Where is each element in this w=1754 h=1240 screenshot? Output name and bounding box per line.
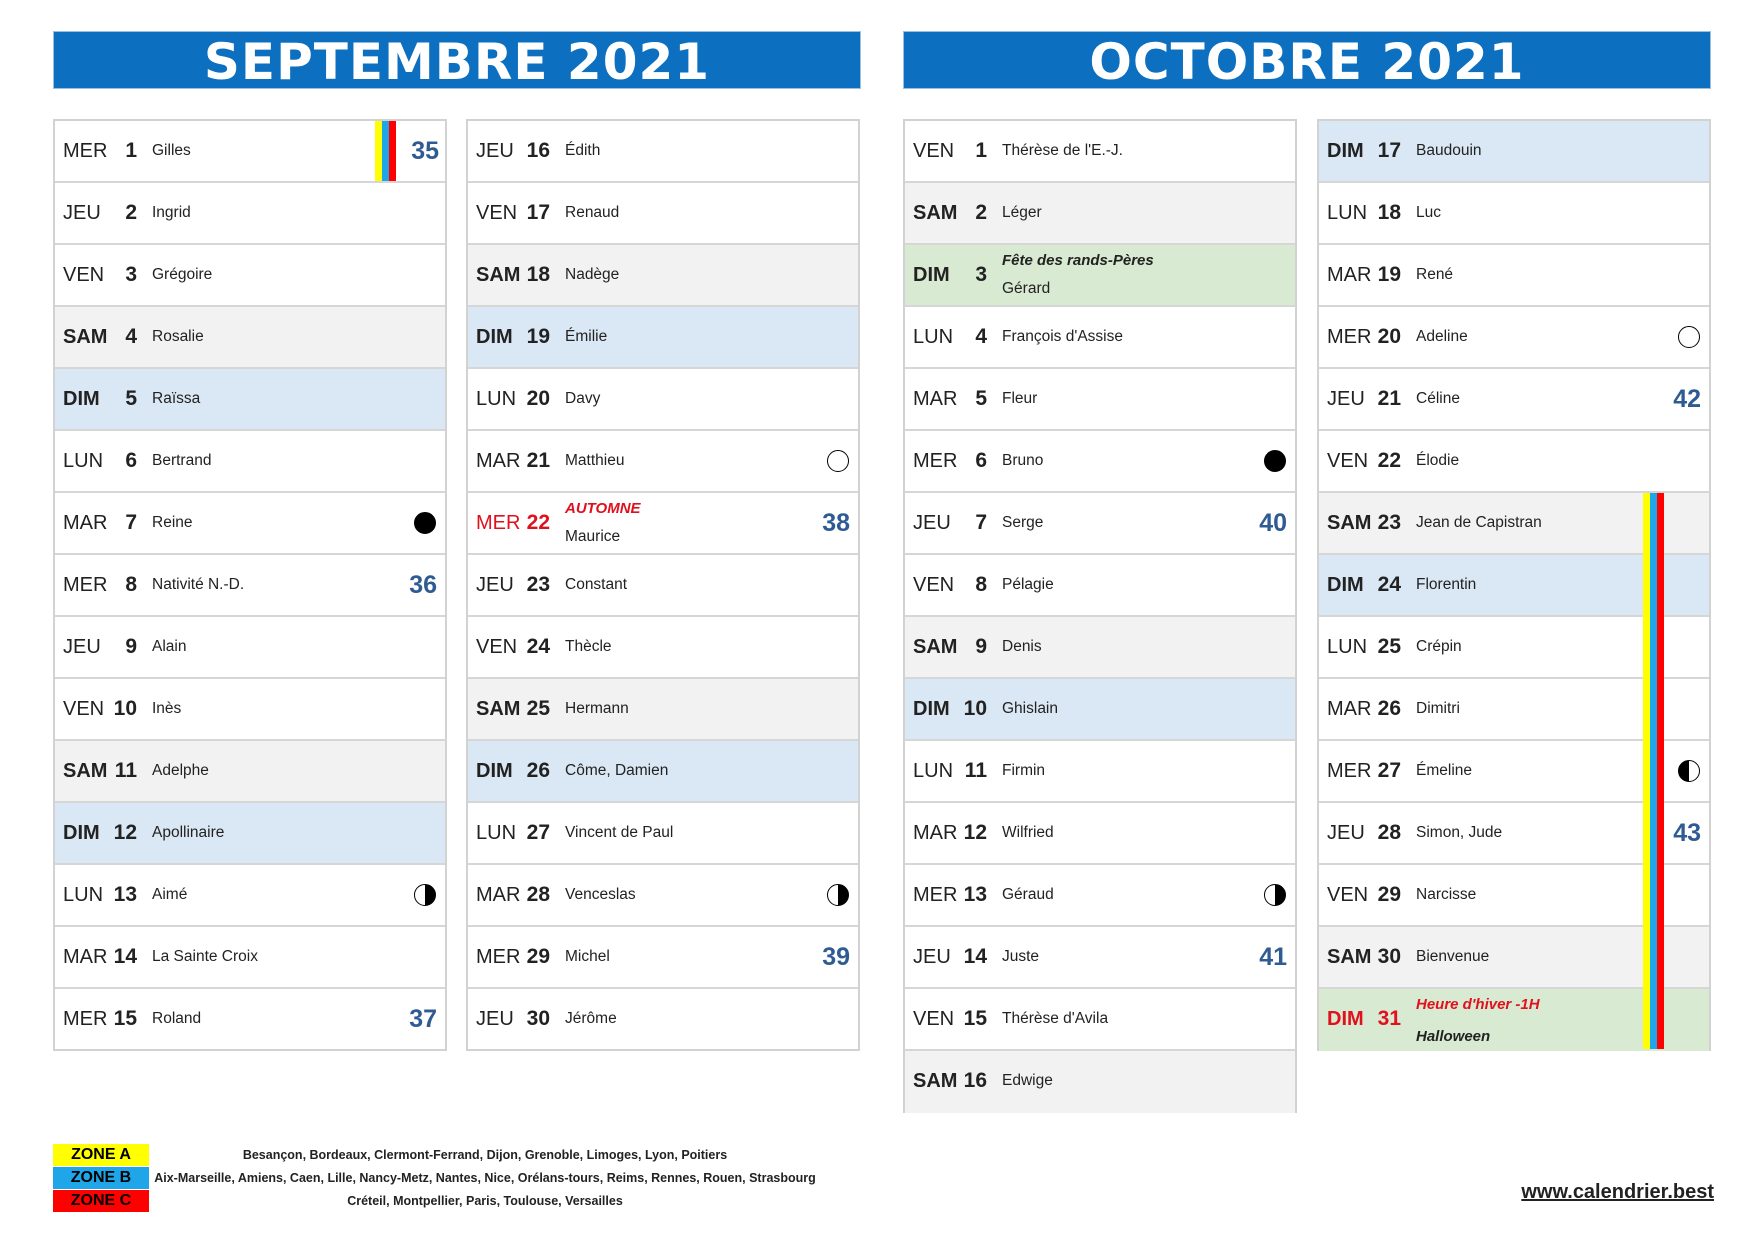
day-number: 14	[113, 945, 137, 968]
day-row	[468, 369, 858, 431]
day-of-week: VEN	[1327, 450, 1369, 472]
saint-name: Narcisse	[1416, 886, 1477, 903]
day-row	[1319, 121, 1709, 183]
last-quarter-moon-icon	[1678, 760, 1700, 782]
website-link[interactable]: www.calendrier.best	[1521, 1181, 1714, 1203]
day-of-week: LUN	[913, 326, 954, 348]
saint-name: Ingrid	[152, 204, 191, 221]
day-number: 31	[1377, 1007, 1401, 1030]
day-of-week: SAM	[476, 264, 521, 286]
day-number: 26	[526, 759, 550, 782]
day-row	[905, 927, 1295, 989]
saint-name: Adeline	[1416, 328, 1468, 345]
school-holiday-zones-icon	[375, 121, 396, 181]
day-row	[55, 989, 445, 1051]
saint-name: Juste	[1002, 948, 1040, 965]
day-row	[55, 245, 445, 307]
day-of-week: MAR	[913, 388, 958, 410]
saint-name: Édith	[565, 142, 601, 159]
week-number: 38	[822, 509, 850, 537]
day-number: 29	[1377, 883, 1401, 906]
saint-name: La Sainte Croix	[152, 948, 258, 965]
week-number: 42	[1673, 385, 1701, 413]
day-number: 13	[963, 883, 987, 906]
day-of-week: JEU	[63, 202, 101, 224]
day-number: 21	[526, 449, 550, 472]
day-of-week: MER	[63, 574, 108, 596]
day-of-week: VEN	[476, 202, 518, 224]
day-row	[905, 989, 1295, 1051]
saint-name: Florentin	[1416, 576, 1477, 593]
saint-name: Denis	[1002, 638, 1042, 655]
week-number: 35	[411, 137, 439, 165]
saint-name: Thècle	[565, 638, 612, 655]
day-row	[468, 555, 858, 617]
day-of-week: DIM	[1327, 140, 1364, 162]
saint-name: Jean de Capistran	[1416, 514, 1542, 531]
saint-name: Raïssa	[152, 390, 201, 407]
day-row	[905, 555, 1295, 617]
saint-name: Hermann	[565, 700, 629, 717]
week-number: 43	[1673, 819, 1701, 847]
saint-name: Simon, Jude	[1416, 824, 1503, 841]
day-row	[905, 369, 1295, 431]
saint-name: Rosalie	[152, 328, 204, 345]
day-of-week: JEU	[63, 636, 101, 658]
saint-name: Pélagie	[1002, 576, 1054, 593]
day-row	[905, 493, 1295, 555]
day-of-week: MER	[1327, 760, 1372, 782]
saint-name: François d'Assise	[1002, 328, 1123, 345]
saint-name: Émilie	[565, 328, 608, 345]
day-of-week: LUN	[63, 450, 104, 472]
day-of-week: LUN	[1327, 636, 1368, 658]
day-number: 22	[526, 511, 550, 534]
day-of-week: DIM	[476, 760, 513, 782]
day-of-week: SAM	[1327, 946, 1372, 968]
day-row	[905, 307, 1295, 369]
day-of-week: MAR	[1327, 698, 1372, 720]
day-of-week: DIM	[476, 326, 513, 348]
day-of-week: JEU	[476, 140, 514, 162]
day-of-week: SAM	[913, 202, 958, 224]
saint-name: Nadège	[565, 266, 620, 283]
new-moon-icon	[827, 450, 849, 472]
saint-name: Wilfried	[1002, 824, 1054, 841]
day-column	[466, 119, 860, 1051]
day-number: 27	[1377, 759, 1401, 782]
saint-name: Ghislain	[1002, 700, 1058, 717]
day-number: 21	[1377, 387, 1401, 410]
day-number: 11	[114, 759, 137, 782]
day-number: 2	[125, 201, 137, 224]
day-of-week: VEN	[63, 698, 105, 720]
day-number: 30	[1377, 945, 1401, 968]
day-of-week: VEN	[913, 574, 955, 596]
day-of-week: LUN	[476, 388, 517, 410]
day-of-week: JEU	[1327, 388, 1365, 410]
day-number: 8	[975, 573, 987, 596]
full-moon-icon	[1264, 450, 1286, 472]
day-of-week: MER	[1327, 326, 1372, 348]
day-number: 20	[526, 387, 550, 410]
day-of-week: JEU	[913, 946, 951, 968]
day-of-week: MAR	[63, 946, 108, 968]
saint-name: René	[1416, 266, 1454, 283]
day-number: 18	[526, 263, 550, 286]
day-of-week: VEN	[913, 140, 955, 162]
saint-name: Gilles	[152, 142, 191, 159]
day-event: Heure d'hiver -1H	[1416, 996, 1540, 1013]
day-of-week: JEU	[476, 1008, 514, 1030]
day-of-week: SAM	[476, 698, 521, 720]
day-row	[905, 431, 1295, 493]
day-event: Fête des rands-Pères	[1002, 252, 1154, 269]
zone-a-cities: Besançon, Bordeaux, Clermont-Ferrand, Dijon, Grenoble, Limoges, Lyon, Poitiers	[242, 1148, 728, 1162]
saint-name: Luc	[1416, 204, 1441, 221]
day-row	[55, 865, 445, 927]
day-row	[55, 307, 445, 369]
saint-name: Léger	[1002, 204, 1042, 221]
day-number: 25	[1377, 635, 1401, 658]
day-of-week: LUN	[1327, 202, 1368, 224]
day-number: 22	[1377, 449, 1401, 472]
day-of-week: SAM	[1327, 512, 1372, 534]
day-of-week: DIM	[63, 388, 100, 410]
day-row	[468, 679, 858, 741]
day-number: 15	[113, 1007, 137, 1030]
day-of-week: JEU	[1327, 822, 1365, 844]
saint-name: Baudouin	[1416, 142, 1482, 159]
day-number: 16	[963, 1069, 987, 1092]
saint-name: Reine	[152, 514, 193, 531]
saint-name: Serge	[1002, 514, 1044, 531]
day-number: 25	[526, 697, 550, 720]
day-column	[53, 119, 447, 1051]
day-of-week: DIM	[63, 822, 100, 844]
saint-name: Firmin	[1002, 762, 1046, 779]
day-number: 2	[975, 201, 987, 224]
day-of-week: SAM	[913, 636, 958, 658]
saint-name: Venceslas	[565, 886, 636, 903]
saint-name: Dimitri	[1416, 700, 1460, 717]
school-holiday-zones-bar	[1643, 493, 1664, 1049]
day-number: 4	[975, 325, 987, 348]
day-row	[468, 431, 858, 493]
day-of-week: MER	[63, 140, 108, 162]
saint-name: Crépin	[1416, 638, 1462, 655]
day-number: 17	[1377, 139, 1401, 162]
full-moon-icon	[414, 512, 436, 534]
day-row	[905, 183, 1295, 245]
day-number: 12	[113, 821, 137, 844]
day-of-week: LUN	[476, 822, 517, 844]
saint-name: Adelphe	[152, 762, 209, 779]
saint-name: Edwige	[1002, 1072, 1053, 1089]
day-number: 16	[526, 139, 550, 162]
day-of-week: VEN	[913, 1008, 955, 1030]
day-row	[905, 741, 1295, 803]
day-of-week: JEU	[913, 512, 951, 534]
saint-name: Maurice	[565, 528, 621, 545]
day-number: 3	[975, 263, 987, 286]
day-row	[1319, 307, 1709, 369]
day-row	[1319, 183, 1709, 245]
day-event: AUTOMNE	[565, 500, 641, 517]
day-row	[468, 617, 858, 679]
day-number: 12	[963, 821, 987, 844]
day-row	[468, 803, 858, 865]
day-number: 17	[526, 201, 550, 224]
day-row	[905, 245, 1295, 307]
week-number: 37	[409, 1005, 437, 1033]
day-number: 14	[963, 945, 987, 968]
day-row	[468, 493, 858, 555]
day-of-week: MER	[476, 946, 521, 968]
day-number: 10	[963, 697, 987, 720]
day-number: 20	[1377, 325, 1401, 348]
day-of-week: LUN	[913, 760, 954, 782]
saint-name: Roland	[152, 1010, 202, 1027]
day-number: 28	[1377, 821, 1401, 844]
day-of-week: SAM	[63, 326, 108, 348]
saint-name: Fleur	[1002, 390, 1038, 407]
saint-name: Michel	[565, 948, 610, 965]
day-row	[55, 927, 445, 989]
day-row	[55, 493, 445, 555]
day-number: 18	[1377, 201, 1401, 224]
day-number: 3	[125, 263, 137, 286]
day-row	[468, 989, 858, 1051]
saint-name: Bienvenue	[1416, 948, 1490, 965]
saint-name: Élodie	[1416, 452, 1460, 469]
day-row	[1319, 431, 1709, 493]
saint-name: Renaud	[565, 204, 620, 221]
week-number: 39	[822, 943, 850, 971]
zone-b-cities: Aix-Marseille, Amiens, Caen, Lille, Nancy-Metz, Nantes, Nice, Orélans-tours, Reims, Rennes, Rouen, Strasbourg	[154, 1171, 816, 1185]
day-of-week: MER	[913, 884, 958, 906]
day-row	[905, 679, 1295, 741]
day-number: 23	[1377, 511, 1401, 534]
day-number: 7	[975, 511, 987, 534]
first-quarter-moon-icon	[414, 884, 436, 906]
saint-name: Jérôme	[565, 1010, 617, 1027]
day-number: 10	[113, 697, 137, 720]
zone-c-label: ZONE C	[53, 1190, 149, 1212]
day-of-week: LUN	[63, 884, 104, 906]
day-row	[905, 121, 1295, 183]
day-row	[468, 865, 858, 927]
day-of-week: JEU	[476, 574, 514, 596]
saint-name: Constant	[565, 576, 628, 593]
day-row	[55, 803, 445, 865]
day-of-week: DIM	[1327, 1008, 1364, 1030]
day-row	[55, 555, 445, 617]
day-row	[55, 183, 445, 245]
day-row	[905, 865, 1295, 927]
day-of-week: VEN	[63, 264, 105, 286]
saint-name: Matthieu	[565, 452, 625, 469]
day-row	[468, 245, 858, 307]
day-of-week: MAR	[476, 450, 521, 472]
day-row	[1319, 369, 1709, 431]
day-number: 19	[1377, 263, 1401, 286]
month-title-october: OCTOBRE 2021	[903, 31, 1711, 89]
day-row	[55, 679, 445, 741]
saint-name: Géraud	[1002, 886, 1054, 903]
day-of-week: VEN	[476, 636, 518, 658]
day-row	[468, 741, 858, 803]
day-row	[905, 803, 1295, 865]
saint-name: Alain	[152, 638, 187, 655]
day-number: 1	[125, 139, 137, 162]
day-number: 15	[963, 1007, 987, 1030]
saint-name: Nativité N.-D.	[152, 576, 245, 593]
day-column	[903, 119, 1297, 1113]
saint-name: Bertrand	[152, 452, 212, 469]
saint-name: Grégoire	[152, 266, 213, 283]
zone-c-cities: Créteil, Montpellier, Paris, Toulouse, Versailles	[347, 1194, 623, 1208]
day-row	[468, 183, 858, 245]
saint-name: Gérard	[1002, 280, 1051, 297]
day-number: 11	[964, 759, 987, 782]
day-row	[1319, 245, 1709, 307]
day-number: 19	[526, 325, 550, 348]
day-row	[905, 1051, 1295, 1113]
day-of-week: SAM	[913, 1070, 958, 1092]
saint-name: Côme, Damien	[565, 762, 669, 779]
day-of-week: MER	[476, 512, 521, 534]
day-number: 24	[526, 635, 550, 658]
day-number: 6	[975, 449, 987, 472]
saint-name: Bruno	[1002, 452, 1044, 469]
saint-name: Vincent de Paul	[565, 824, 674, 841]
day-row	[55, 121, 445, 183]
day-row	[468, 927, 858, 989]
week-number: 40	[1259, 509, 1287, 537]
new-moon-icon	[1678, 326, 1700, 348]
week-number: 36	[409, 571, 437, 599]
first-quarter-moon-icon	[1264, 884, 1286, 906]
day-of-week: VEN	[1327, 884, 1369, 906]
day-of-week: DIM	[913, 698, 950, 720]
day-number: 9	[975, 635, 987, 658]
day-number: 5	[125, 387, 137, 410]
month-title-september: SEPTEMBRE 2021	[53, 31, 861, 89]
day-number: 9	[125, 635, 137, 658]
saint-name: Thérèse d'Avila	[1002, 1010, 1109, 1027]
saint-name: Émeline	[1416, 762, 1472, 779]
saint-name: Thérèse de l'E.-J.	[1002, 142, 1123, 159]
saint-name: Aimé	[152, 886, 188, 903]
day-number: 6	[125, 449, 137, 472]
zone-a-label: ZONE A	[53, 1144, 149, 1166]
day-row	[55, 431, 445, 493]
saint-name: Apollinaire	[152, 824, 225, 841]
day-row	[468, 307, 858, 369]
day-of-week: MAR	[476, 884, 521, 906]
day-number: 4	[125, 325, 137, 348]
day-of-week: SAM	[63, 760, 108, 782]
day-row	[468, 121, 858, 183]
day-number: 1	[975, 139, 987, 162]
day-of-week: MAR	[63, 512, 108, 534]
zone-b-label: ZONE B	[53, 1167, 149, 1189]
day-number: 26	[1377, 697, 1401, 720]
day-number: 7	[125, 511, 137, 534]
day-number: 27	[526, 821, 550, 844]
day-row	[55, 617, 445, 679]
day-number: 13	[113, 883, 137, 906]
day-of-week: DIM	[1327, 574, 1364, 596]
day-of-week: MER	[913, 450, 958, 472]
saint-name: Céline	[1416, 390, 1460, 407]
saint-name: Davy	[565, 390, 601, 407]
week-number: 41	[1259, 943, 1287, 971]
first-quarter-moon-icon	[827, 884, 849, 906]
saint-name: Inès	[152, 700, 182, 717]
day-number: 28	[526, 883, 550, 906]
day-of-week: MER	[63, 1008, 108, 1030]
day-row	[905, 617, 1295, 679]
day-of-week: MAR	[1327, 264, 1372, 286]
day-row	[55, 369, 445, 431]
day-number: 5	[975, 387, 987, 410]
day-number: 24	[1377, 573, 1401, 596]
saint-name: Halloween	[1416, 1028, 1491, 1045]
day-number: 23	[526, 573, 550, 596]
day-of-week: DIM	[913, 264, 950, 286]
day-number: 30	[526, 1007, 550, 1030]
day-of-week: MAR	[913, 822, 958, 844]
day-number: 29	[526, 945, 550, 968]
day-row	[55, 741, 445, 803]
day-number: 8	[125, 573, 137, 596]
